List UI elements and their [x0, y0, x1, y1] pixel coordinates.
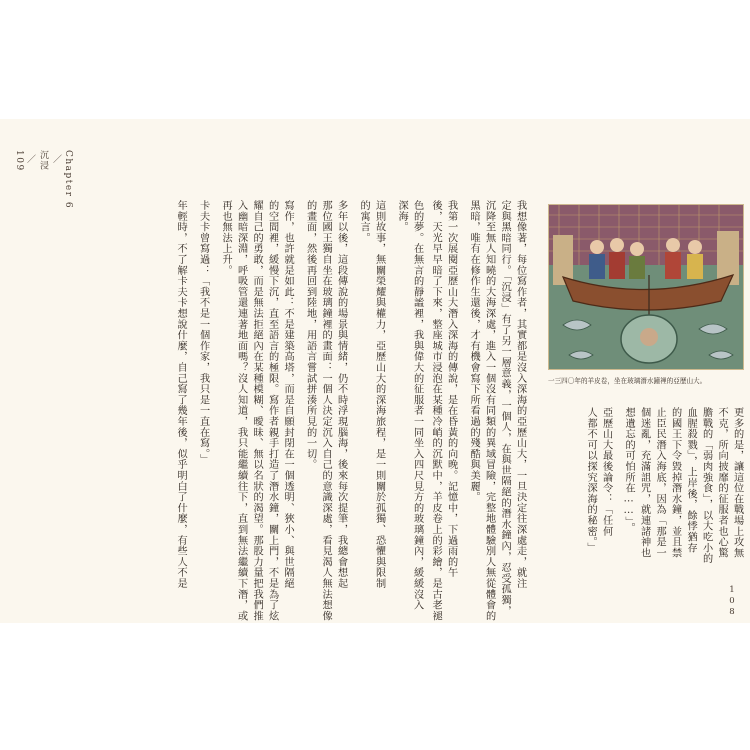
left-text-line: 多年以後，這段傳說的場景與情緒，仍不時浮現腦海，後來每次提筆，我總會想起: [335, 200, 347, 589]
manuscript-illustration: [548, 204, 744, 370]
right-text-line: 更多的是，讓這位在戰場上攻無: [731, 407, 743, 559]
left-text-line: 入幽暗深淵，呼吸管還連著地面嗎？沒人知道，我只能繼續往下，直到無法繼續下潛，或: [235, 200, 247, 622]
left-text-line: 這則故事，無關榮耀與權力，亞歷山大的深海旅程，是一則關於孤獨、恐懼與限制: [373, 200, 385, 589]
left-text-line: 寫作，也許就是如此：不是建築高塔，而是自願封閉在一個透明、狹小、與世隔絕: [282, 200, 294, 589]
left-upper-text-line: 沉降至無人知曉的大海深處，進入一個沒有同類的異域冒險，完整地體驗別人無從體會的: [483, 200, 495, 622]
left-text-line: 深海。: [396, 200, 408, 233]
left-text-line: 那位國王獨自坐在玻璃鐘裡的畫面：一個人決定沉入自己的意識深處，看見渴人無法想像: [320, 200, 332, 622]
left-page-number-inline: 109: [14, 150, 24, 172]
separator: ／: [51, 154, 61, 165]
right-text-line: 血腥殺戮」，上岸後，餘悸猶存: [685, 407, 697, 554]
right-text-line: 人都不可以探究深海的秘密。」: [585, 407, 597, 554]
left-text-line: 耀自己的勇敢，而是無法拒絕內在某種模糊、曖昧、無以名狀的渴望。那股力量把我們推: [251, 200, 263, 622]
left-text-line: 卡夫卡曾寫過：「我不是一個作家，我只是一直在寫。」: [197, 200, 209, 465]
left-text-line: 的寓言。: [358, 200, 370, 244]
right-text-line: 止臣民潛入海底，因為「那是一: [654, 407, 666, 559]
left-upper-text-line: 我第一次展閱亞歷山大潛入深海的傳說，是在昏黃的向晚。記憶中，下過雨的午: [445, 200, 457, 578]
separator: ／: [25, 154, 35, 165]
alexander-diving-bell-image: [549, 205, 743, 369]
left-text-line: 年輕時，不了解卡夫卡想說什麼，自己寫了幾年後，似乎明白了什麼，有些人不是: [175, 200, 187, 589]
right-text-line: 膽戰的「弱肉強食」，以大吃小的: [700, 407, 712, 564]
left-upper-text-line: 定與黑暗同行。「沉浸」有了另一層意義，一個人，在與世隔絕的潛水鐘內，忍受孤獨，: [499, 200, 511, 617]
left-upper-text-line: 黑暗，唯有在修作生還後，才有機會寫下所看過的殘酷與美麗。: [468, 200, 480, 503]
illustration-caption: 一三四〇年的羊皮卷，坐在玻璃潛水鐘裡的亞歷山大。: [548, 377, 707, 385]
left-upper-text-line: 後，天光早早暗了下來，整座城市浸泡在某種冷峭的沉默中，羊皮卷上的彩繪，是古老褪: [430, 200, 442, 622]
right-text-line: 亞歷山大最後論令：「任何: [600, 407, 612, 537]
left-text-line: 的空間裡，緩慢下沉，直至語言的極限。寫作者親手打造了潛水鐘，關上門，不是為了炫: [266, 200, 278, 622]
left-text-line: 色的夢。在無言的靜謐裡，我與偉大的征服者一同坐入四尺見方的玻璃鐘內，緩緩沒入: [411, 200, 423, 611]
right-text-line: 個迷亂，充滿詛咒，就連諸神也: [638, 407, 650, 559]
left-text-line: 再也無法上升。: [220, 200, 232, 276]
left-text-line: 的畫面，然後再回到陸地，用語言嘗試拼湊所見的一切。: [304, 200, 316, 470]
right-text-line: 的國王下令毀掉潛水鐘，並且禁: [669, 407, 681, 559]
right-page-number: 108: [727, 585, 737, 618]
section-title: 沉浸: [38, 150, 48, 171]
left-upper-text-line: 我想像著，每位寫作者，其實都是沒入深海的亞歷山大，一旦決定往深處走，就注: [514, 200, 526, 589]
right-text-line: 想遺忘的可怕所在……」。: [623, 407, 635, 534]
right-text-line: 不克，所向披靡的征服者也心驚: [716, 407, 728, 559]
chapter-title: Chapter 6: [63, 150, 73, 210]
chapter-label: [14, 150, 73, 209]
